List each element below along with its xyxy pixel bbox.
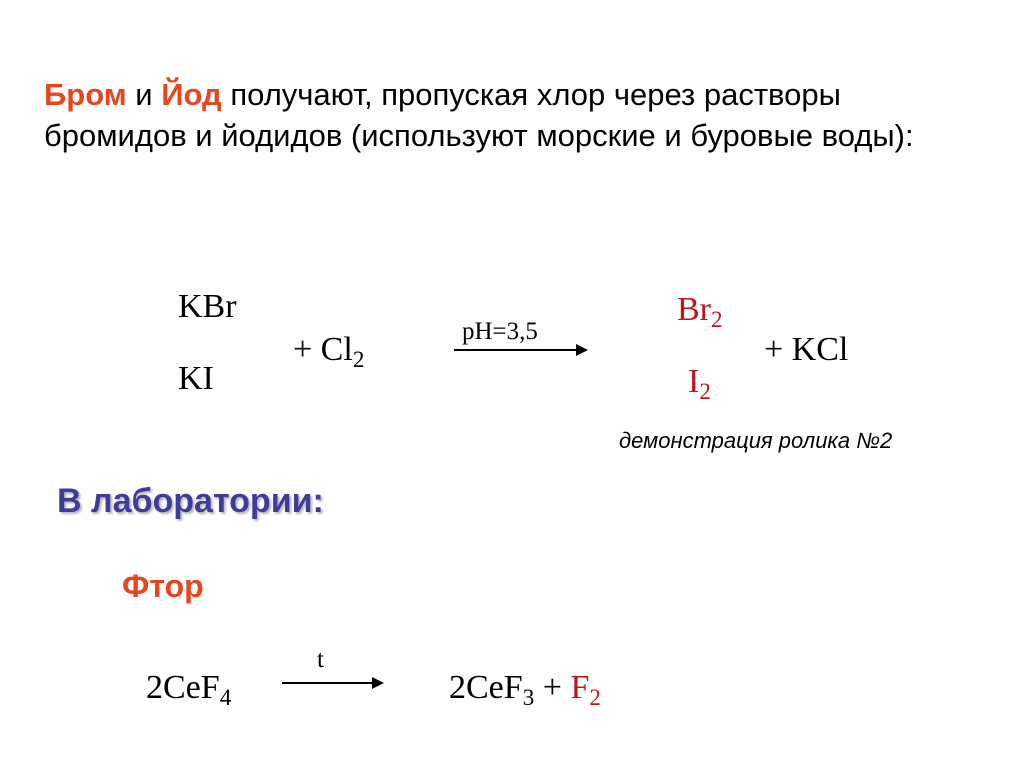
products-reaction-2	[449, 669, 601, 712]
plus-kcl: + KCl	[764, 331, 849, 368]
reactant-kbr: KBr	[178, 288, 237, 325]
reactant-cef4	[146, 669, 232, 712]
cef3-subscript: 3	[522, 685, 535, 712]
i-subscript: 2	[699, 379, 711, 406]
reaction-arrow-1	[454, 349, 586, 351]
plus-sign: +	[534, 669, 571, 706]
plus-cl2	[293, 331, 365, 374]
bromine-keyword: Бром	[44, 77, 127, 112]
ph-condition: pH=3,5	[462, 318, 538, 345]
fluorine-heading: Фтор	[122, 568, 204, 604]
f-text: F	[570, 669, 590, 706]
cl-subscript: 2	[352, 347, 365, 374]
reaction-arrow-2	[282, 682, 382, 684]
reactant-ki: KI	[178, 360, 214, 397]
lab-heading: В лаборатории:	[57, 482, 324, 520]
plus-cl-text: + Cl	[293, 331, 353, 368]
cef3-text: 2CeF	[449, 669, 523, 706]
iodine-keyword: Йод	[161, 77, 222, 112]
br-subscript: 2	[711, 307, 723, 334]
cef4-subscript: 4	[219, 685, 232, 712]
intro-paragraph	[44, 74, 984, 156]
product-i2	[688, 363, 711, 406]
intro-and: и	[126, 77, 162, 112]
br-text: Br	[677, 291, 711, 328]
i-text: I	[688, 363, 700, 400]
product-br2	[677, 291, 723, 334]
heat-condition: t	[317, 646, 324, 673]
f-subscript: 2	[589, 685, 601, 712]
intro-rest: получают, пропуская хлор через растворы бромидов и йодидов (используют морские и буровые воды):	[44, 77, 914, 153]
demo-note: демонстрация ролика №2	[619, 428, 893, 453]
cef4-text: 2CeF	[146, 669, 220, 706]
